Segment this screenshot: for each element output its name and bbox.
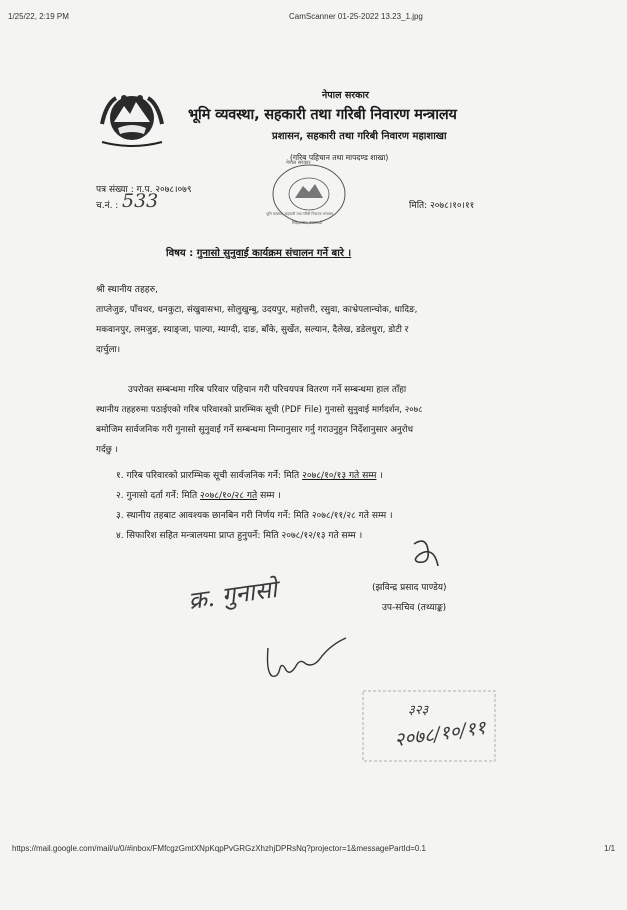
- item-text: ४. सिफारिश सहित मन्त्रालयमा प्राप्त हुनुपर्ने: मिति २०७८/१२/१३ गते सम्म ।: [116, 531, 363, 541]
- item-text: ३. स्थानीय तहबाट आवश्यक छानबिन गरी निर्णय गर्ने: मिति २०७८/११/२८ गते सम्म ।: [116, 511, 393, 521]
- item-highlight: २०७८/१०/१३ गते सम्म: [302, 471, 377, 481]
- body-line2: स्थानीय तहहरुमा पठाईएको गरिब परिवारको प्रारम्भिक सूची (PDF File) गुनासो सुनुवाई मार्गदर्शन, २०७८: [96, 405, 423, 415]
- subject-line: [166, 245, 351, 259]
- print-datetime: 1/25/22, 2:19 PM: [8, 12, 69, 21]
- print-url: https://mail.google.com/mail/u/0/#inbox/FMfcgzGmtXNpKqpPvGRGzXhzhjDPRsNq?projector=1&messagePartId=0.1: [12, 844, 426, 853]
- nepal-emblem-icon: [96, 84, 168, 150]
- ministry-title: भूमि व्यवस्था, सहकारी तथा गरिबी निवारण मन्त्रालय: [188, 107, 457, 123]
- print-page-number: 1/1: [604, 844, 616, 853]
- subject-label: विषय :: [166, 248, 194, 259]
- item-text: २. गुनासो दर्ता गर्ने: मिति: [116, 491, 201, 501]
- stamp-line1: नेपाल सरकार: [286, 160, 311, 166]
- salutation: श्री स्थानीय तहहरु,: [96, 285, 158, 295]
- body-line4: गर्दछु ।: [96, 445, 118, 455]
- deadline-item: [116, 468, 383, 481]
- deadline-item: [116, 528, 362, 541]
- subject-text: गुनासो सुनुवाई कार्यक्रम संचालन गर्ने बारे ।: [196, 248, 352, 259]
- dispatch-number: 533: [122, 190, 159, 212]
- deadline-item: [116, 488, 281, 501]
- item-text: १. गरिब परिवारको प्रारम्भिक सूची सार्वजनिक गर्ने: मिति: [116, 471, 303, 481]
- body-line3: बमोजिम सार्वजनिक गरी गुनासो सुनुवाई गर्ने सम्बन्धमा निम्नानुसार गर्नु गराउनुहुन निर्देशानुसार अनुरोध: [96, 425, 414, 435]
- print-filename: CamScanner 01-25-2022 13.23_1.jpg: [289, 12, 423, 21]
- division-title: प्रशासन, सहकारी तथा गरिबी निवारण महाशाखा: [272, 131, 447, 142]
- item-highlight: २०७८/१०/२८ गते: [200, 491, 258, 501]
- item-suffix: सम्म ।: [257, 491, 281, 501]
- official-signature: [408, 536, 444, 576]
- recipients-line2: मकवानपुर, लमजुङ, स्याङ्जा, पाल्पा, म्याग्दी, दाङ, बाँके, सुर्खेत, सल्यान, दैलेख, डडेलधुरा, डोटी र: [96, 325, 409, 335]
- deadline-item: [116, 508, 393, 521]
- handwritten-initials: [262, 628, 352, 684]
- handwritten-date: २०७८/१०/११: [393, 716, 488, 752]
- signatory-title: उप-सचिव (तथ्याङ्क): [382, 603, 447, 613]
- recipients-line3: दार्चुला।: [96, 345, 121, 355]
- handwritten-number: ३२३: [408, 703, 429, 718]
- letter-date: मिति: २०७८।१०।११: [409, 201, 475, 211]
- government-title: नेपाल सरकार: [322, 90, 369, 101]
- letter-number: पत्र संख्या : ग.प. २०७८।०७९: [96, 185, 192, 195]
- signatory-name: (झविन्द्र प्रसाद पाण्डेय): [372, 583, 447, 593]
- dispatch-label: च.नं. :: [96, 201, 119, 211]
- official-stamp: [266, 160, 348, 230]
- body-line1: उपरोक्त सम्बन्धमा गरिब परिवार पहिचान गरी परिचयपत्र वितरण गर्ने सम्बन्धमा हाल ताँहा: [128, 385, 407, 395]
- stamp-line3: सिंहदरबार, काठमाडौं: [292, 220, 323, 225]
- item-suffix: ।: [376, 471, 383, 481]
- section-title: (गरिब पहिचान तथा मापदण्ड शाखा): [290, 153, 389, 162]
- recipients-line1: ताप्लेजुङ, पाँचथर, धनकुटा, संखुवासभा, सोलुखुम्बु, उदयपुर, महोत्तरी, रसुवा, काभ्रेपलान्चोक, धादिङ,: [96, 305, 418, 315]
- stamp-line2: भूमि व्यवस्था, सहकारी तथा गरिबी निवारण मन्त्रालय: [266, 212, 334, 216]
- handwritten-note: क्र. गुनासो: [186, 574, 279, 616]
